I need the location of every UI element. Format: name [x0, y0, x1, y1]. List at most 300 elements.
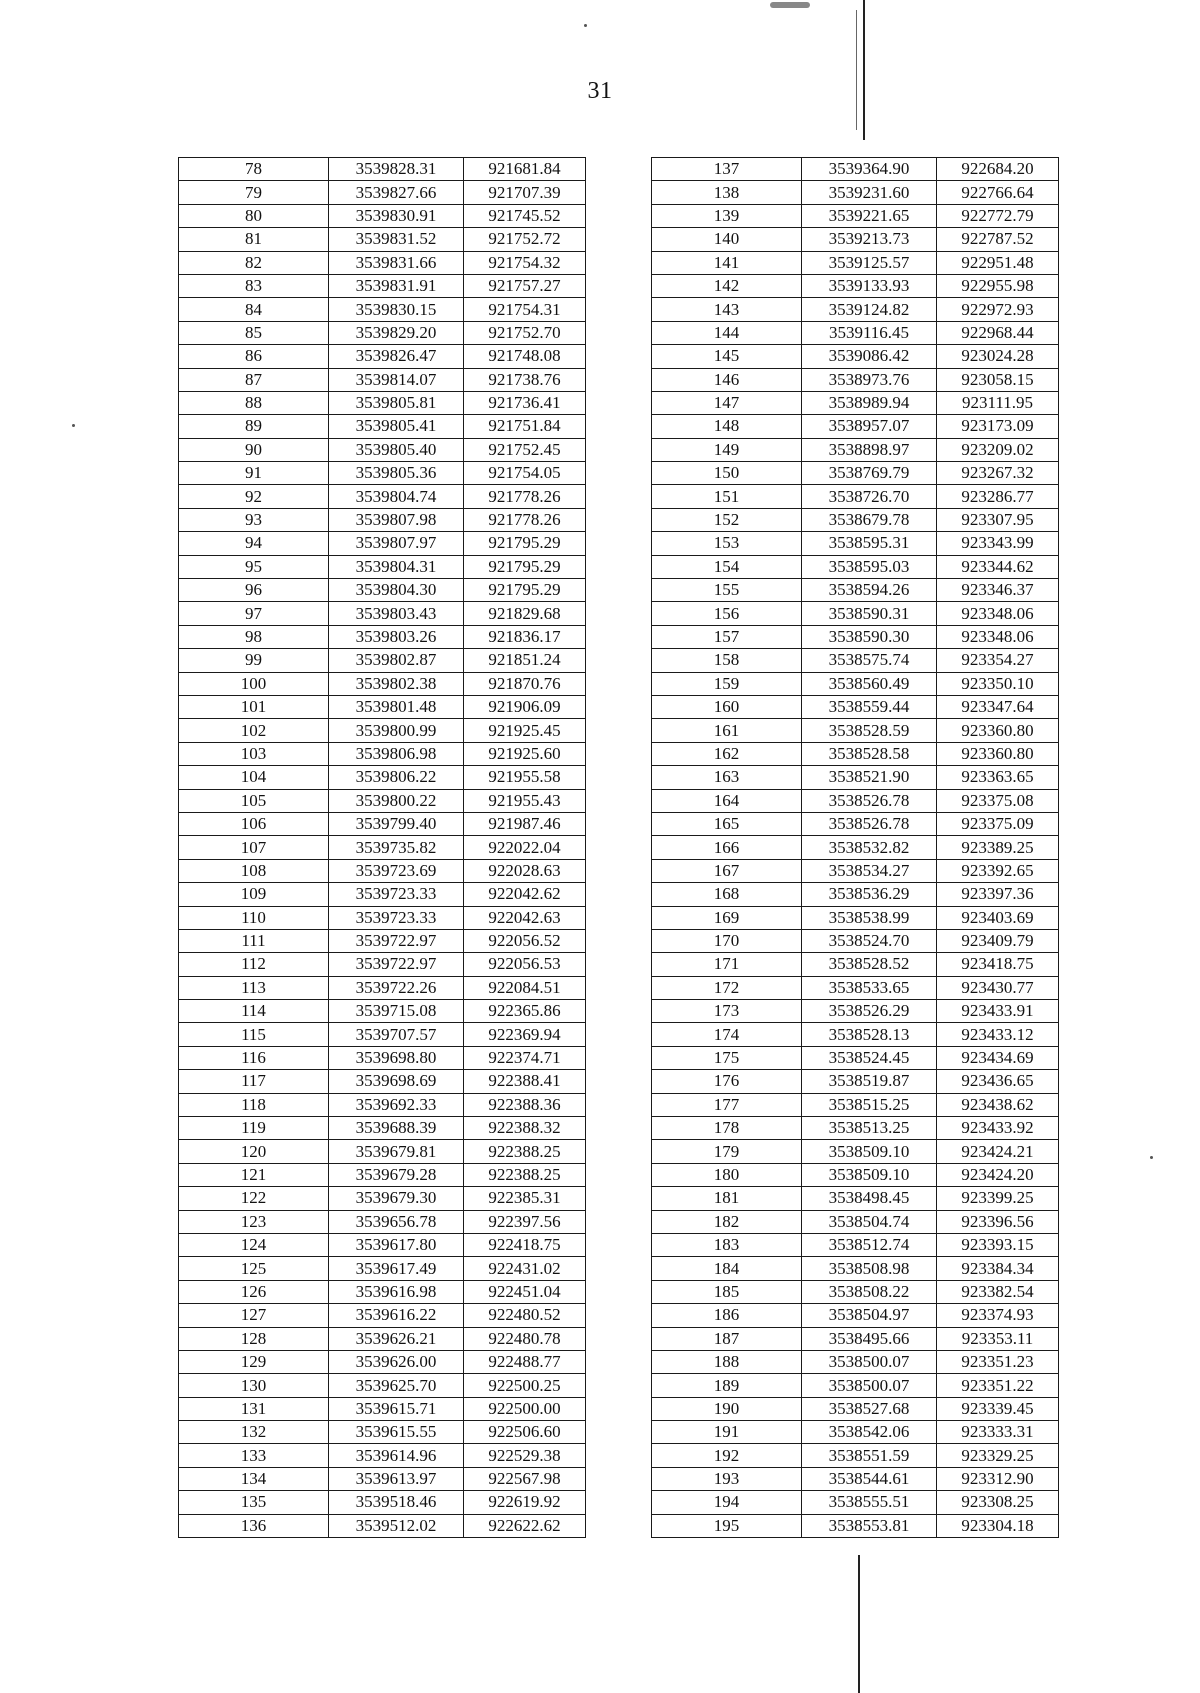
- table-row: [652, 508, 1059, 531]
- coordinates-table-right: [651, 157, 1059, 1538]
- point-number-cell: 149: [652, 438, 802, 461]
- point-number-cell: 82: [179, 251, 329, 274]
- x-coordinate-cell: 3538528.13: [802, 1023, 937, 1046]
- point-number-cell: 164: [652, 789, 802, 812]
- x-coordinate-cell: 3538595.31: [802, 532, 937, 555]
- table-row: [652, 1000, 1059, 1023]
- y-coordinate-cell: 923397.36: [937, 883, 1059, 906]
- point-number-cell: 110: [179, 906, 329, 929]
- point-number-cell: 138: [652, 181, 802, 204]
- table-row: [179, 1514, 586, 1537]
- x-coordinate-cell: 3539656.78: [329, 1210, 464, 1233]
- y-coordinate-cell: 922056.53: [464, 953, 586, 976]
- point-number-cell: 143: [652, 298, 802, 321]
- point-number-cell: 179: [652, 1140, 802, 1163]
- x-coordinate-cell: 3538500.07: [802, 1350, 937, 1373]
- table-row: [652, 415, 1059, 438]
- point-number-cell: 148: [652, 415, 802, 438]
- y-coordinate-cell: 922388.25: [464, 1140, 586, 1163]
- point-number-cell: 102: [179, 719, 329, 742]
- y-coordinate-cell: 923173.09: [937, 415, 1059, 438]
- x-coordinate-cell: 3539125.57: [802, 251, 937, 274]
- x-coordinate-cell: 3538559.44: [802, 695, 937, 718]
- x-coordinate-cell: 3539830.91: [329, 204, 464, 227]
- point-number-cell: 151: [652, 485, 802, 508]
- point-number-cell: 127: [179, 1304, 329, 1327]
- y-coordinate-cell: 921681.84: [464, 158, 586, 181]
- table-row: [179, 649, 586, 672]
- table-row: [179, 766, 586, 789]
- y-coordinate-cell: 922488.77: [464, 1350, 586, 1373]
- y-coordinate-cell: 923347.64: [937, 695, 1059, 718]
- y-coordinate-cell: 922388.25: [464, 1163, 586, 1186]
- x-coordinate-cell: 3538500.07: [802, 1374, 937, 1397]
- x-coordinate-cell: 3539707.57: [329, 1023, 464, 1046]
- scan-artifact-speck: [1150, 1156, 1153, 1159]
- table-row: [179, 719, 586, 742]
- point-number-cell: 81: [179, 228, 329, 251]
- point-number-cell: 182: [652, 1210, 802, 1233]
- y-coordinate-cell: 923312.90: [937, 1467, 1059, 1490]
- y-coordinate-cell: 922365.86: [464, 1000, 586, 1023]
- table-row: [652, 1514, 1059, 1537]
- y-coordinate-cell: 922500.25: [464, 1374, 586, 1397]
- y-coordinate-cell: 921870.76: [464, 672, 586, 695]
- table-row: [652, 1444, 1059, 1467]
- table-row: [179, 1093, 586, 1116]
- table-row: [652, 602, 1059, 625]
- y-coordinate-cell: 923024.28: [937, 345, 1059, 368]
- table-row: [179, 579, 586, 602]
- scan-artifact-speck: [584, 24, 587, 27]
- point-number-cell: 186: [652, 1304, 802, 1327]
- table-row: [652, 251, 1059, 274]
- table-row: [652, 228, 1059, 251]
- x-coordinate-cell: 3538898.97: [802, 438, 937, 461]
- y-coordinate-cell: 922772.79: [937, 204, 1059, 227]
- x-coordinate-cell: 3539805.41: [329, 415, 464, 438]
- point-number-cell: 163: [652, 766, 802, 789]
- table-row: [179, 415, 586, 438]
- y-coordinate-cell: 923393.15: [937, 1233, 1059, 1256]
- x-coordinate-cell: 3538527.68: [802, 1397, 937, 1420]
- point-number-cell: 135: [179, 1491, 329, 1514]
- table-row: [179, 1467, 586, 1490]
- point-number-cell: 109: [179, 883, 329, 906]
- point-number-cell: 117: [179, 1070, 329, 1093]
- y-coordinate-cell: 923392.65: [937, 859, 1059, 882]
- y-coordinate-cell: 921778.26: [464, 508, 586, 531]
- x-coordinate-cell: 3539722.97: [329, 953, 464, 976]
- table-row: [652, 836, 1059, 859]
- x-coordinate-cell: 3538590.31: [802, 602, 937, 625]
- table-row: [179, 1397, 586, 1420]
- x-coordinate-cell: 3539802.87: [329, 649, 464, 672]
- point-number-cell: 88: [179, 391, 329, 414]
- y-coordinate-cell: 921925.45: [464, 719, 586, 742]
- y-coordinate-cell: 922388.36: [464, 1093, 586, 1116]
- point-number-cell: 80: [179, 204, 329, 227]
- table-row: [179, 228, 586, 251]
- y-coordinate-cell: 922418.75: [464, 1233, 586, 1256]
- y-coordinate-cell: 923418.75: [937, 953, 1059, 976]
- point-number-cell: 114: [179, 1000, 329, 1023]
- point-number-cell: 83: [179, 274, 329, 297]
- y-coordinate-cell: 923333.31: [937, 1421, 1059, 1444]
- x-coordinate-cell: 3538555.51: [802, 1491, 937, 1514]
- point-number-cell: 136: [179, 1514, 329, 1537]
- table-row: [179, 602, 586, 625]
- point-number-cell: 150: [652, 462, 802, 485]
- y-coordinate-cell: 921745.52: [464, 204, 586, 227]
- point-number-cell: 129: [179, 1350, 329, 1373]
- table-row: [179, 1163, 586, 1186]
- x-coordinate-cell: 3539086.42: [802, 345, 937, 368]
- table-row: [652, 438, 1059, 461]
- y-coordinate-cell: 921754.31: [464, 298, 586, 321]
- x-coordinate-cell: 3538498.45: [802, 1187, 937, 1210]
- y-coordinate-cell: 923399.25: [937, 1187, 1059, 1210]
- y-coordinate-cell: 923434.69: [937, 1046, 1059, 1069]
- point-number-cell: 183: [652, 1233, 802, 1256]
- scan-artifact-line: [856, 10, 857, 130]
- x-coordinate-cell: 3539626.00: [329, 1350, 464, 1373]
- y-coordinate-cell: 922028.63: [464, 859, 586, 882]
- point-number-cell: 90: [179, 438, 329, 461]
- y-coordinate-cell: 922397.56: [464, 1210, 586, 1233]
- table-row: [652, 1046, 1059, 1069]
- table-row: [652, 1070, 1059, 1093]
- table-row: [179, 883, 586, 906]
- x-coordinate-cell: 3538515.25: [802, 1093, 937, 1116]
- y-coordinate-cell: 921757.27: [464, 274, 586, 297]
- x-coordinate-cell: 3539698.69: [329, 1070, 464, 1093]
- x-coordinate-cell: 3538508.22: [802, 1280, 937, 1303]
- coordinates-table-left-body: [179, 158, 586, 1538]
- point-number-cell: 78: [179, 158, 329, 181]
- point-number-cell: 134: [179, 1467, 329, 1490]
- x-coordinate-cell: 3539801.48: [329, 695, 464, 718]
- x-coordinate-cell: 3539625.70: [329, 1374, 464, 1397]
- table-row: [179, 345, 586, 368]
- point-number-cell: 187: [652, 1327, 802, 1350]
- x-coordinate-cell: 3538534.27: [802, 859, 937, 882]
- y-coordinate-cell: 923360.80: [937, 719, 1059, 742]
- point-number-cell: 176: [652, 1070, 802, 1093]
- table-row: [179, 929, 586, 952]
- table-row: [179, 1491, 586, 1514]
- x-coordinate-cell: 3539679.30: [329, 1187, 464, 1210]
- y-coordinate-cell: 921851.24: [464, 649, 586, 672]
- point-number-cell: 160: [652, 695, 802, 718]
- table-row: [652, 883, 1059, 906]
- table-row: [652, 859, 1059, 882]
- x-coordinate-cell: 3538957.07: [802, 415, 937, 438]
- table-row: [652, 1350, 1059, 1373]
- point-number-cell: 89: [179, 415, 329, 438]
- table-row: [652, 1210, 1059, 1233]
- x-coordinate-cell: 3538769.79: [802, 462, 937, 485]
- point-number-cell: 146: [652, 368, 802, 391]
- table-row: [179, 1000, 586, 1023]
- y-coordinate-cell: 923351.23: [937, 1350, 1059, 1373]
- x-coordinate-cell: 3538973.76: [802, 368, 937, 391]
- point-number-cell: 180: [652, 1163, 802, 1186]
- x-coordinate-cell: 3538536.29: [802, 883, 937, 906]
- x-coordinate-cell: 3539827.66: [329, 181, 464, 204]
- y-coordinate-cell: 923353.11: [937, 1327, 1059, 1350]
- table-row: [652, 555, 1059, 578]
- y-coordinate-cell: 923403.69: [937, 906, 1059, 929]
- table-row: [652, 976, 1059, 999]
- y-coordinate-cell: 923433.91: [937, 1000, 1059, 1023]
- point-number-cell: 188: [652, 1350, 802, 1373]
- point-number-cell: 145: [652, 345, 802, 368]
- x-coordinate-cell: 3538528.59: [802, 719, 937, 742]
- point-number-cell: 92: [179, 485, 329, 508]
- table-row: [652, 906, 1059, 929]
- y-coordinate-cell: 923339.45: [937, 1397, 1059, 1420]
- point-number-cell: 157: [652, 625, 802, 648]
- table-row: [179, 485, 586, 508]
- x-coordinate-cell: 3538590.30: [802, 625, 937, 648]
- table-row: [179, 836, 586, 859]
- x-coordinate-cell: 3538509.10: [802, 1163, 937, 1186]
- table-row: [652, 1374, 1059, 1397]
- point-number-cell: 154: [652, 555, 802, 578]
- y-coordinate-cell: 922951.48: [937, 251, 1059, 274]
- point-number-cell: 158: [652, 649, 802, 672]
- x-coordinate-cell: 3538551.59: [802, 1444, 937, 1467]
- x-coordinate-cell: 3538495.66: [802, 1327, 937, 1350]
- point-number-cell: 168: [652, 883, 802, 906]
- x-coordinate-cell: 3539814.07: [329, 368, 464, 391]
- table-row: [652, 532, 1059, 555]
- table-row: [179, 158, 586, 181]
- y-coordinate-cell: 923308.25: [937, 1491, 1059, 1514]
- table-row: [652, 789, 1059, 812]
- x-coordinate-cell: 3539800.22: [329, 789, 464, 812]
- scan-artifact-speck: [770, 2, 810, 8]
- y-coordinate-cell: 922619.92: [464, 1491, 586, 1514]
- y-coordinate-cell: 921736.41: [464, 391, 586, 414]
- table-row: [652, 1093, 1059, 1116]
- y-coordinate-cell: 921707.39: [464, 181, 586, 204]
- table-row: [652, 298, 1059, 321]
- table-row: [179, 274, 586, 297]
- x-coordinate-cell: 3539213.73: [802, 228, 937, 251]
- x-coordinate-cell: 3539679.28: [329, 1163, 464, 1186]
- x-coordinate-cell: 3539715.08: [329, 1000, 464, 1023]
- x-coordinate-cell: 3539831.66: [329, 251, 464, 274]
- point-number-cell: 192: [652, 1444, 802, 1467]
- table-row: [179, 1070, 586, 1093]
- y-coordinate-cell: 923375.09: [937, 812, 1059, 835]
- x-coordinate-cell: 3538526.78: [802, 789, 937, 812]
- y-coordinate-cell: 922451.04: [464, 1280, 586, 1303]
- x-coordinate-cell: 3538595.03: [802, 555, 937, 578]
- y-coordinate-cell: 922500.00: [464, 1397, 586, 1420]
- x-coordinate-cell: 3539518.46: [329, 1491, 464, 1514]
- point-number-cell: 119: [179, 1117, 329, 1140]
- point-number-cell: 91: [179, 462, 329, 485]
- point-number-cell: 79: [179, 181, 329, 204]
- point-number-cell: 96: [179, 579, 329, 602]
- x-coordinate-cell: 3539735.82: [329, 836, 464, 859]
- x-coordinate-cell: 3539723.33: [329, 883, 464, 906]
- y-coordinate-cell: 921738.76: [464, 368, 586, 391]
- x-coordinate-cell: 3539804.30: [329, 579, 464, 602]
- table-row: [179, 1421, 586, 1444]
- y-coordinate-cell: 922042.63: [464, 906, 586, 929]
- table-row: [179, 1210, 586, 1233]
- y-coordinate-cell: 922388.41: [464, 1070, 586, 1093]
- x-coordinate-cell: 3539613.97: [329, 1467, 464, 1490]
- x-coordinate-cell: 3538679.78: [802, 508, 937, 531]
- table-row: [652, 368, 1059, 391]
- page-number: 31: [587, 78, 613, 104]
- point-number-cell: 125: [179, 1257, 329, 1280]
- x-coordinate-cell: 3538542.06: [802, 1421, 937, 1444]
- table-row: [652, 274, 1059, 297]
- table-row: [179, 391, 586, 414]
- table-row: [179, 859, 586, 882]
- table-row: [652, 204, 1059, 227]
- point-number-cell: 175: [652, 1046, 802, 1069]
- point-number-cell: 139: [652, 204, 802, 227]
- x-coordinate-cell: 3539722.97: [329, 929, 464, 952]
- y-coordinate-cell: 922955.98: [937, 274, 1059, 297]
- table-row: [179, 789, 586, 812]
- y-coordinate-cell: 923304.18: [937, 1514, 1059, 1537]
- x-coordinate-cell: 3539615.71: [329, 1397, 464, 1420]
- y-coordinate-cell: 923430.77: [937, 976, 1059, 999]
- point-number-cell: 195: [652, 1514, 802, 1537]
- x-coordinate-cell: 3539124.82: [802, 298, 937, 321]
- y-coordinate-cell: 922385.31: [464, 1187, 586, 1210]
- x-coordinate-cell: 3538544.61: [802, 1467, 937, 1490]
- table-row: [179, 1304, 586, 1327]
- table-row: [652, 485, 1059, 508]
- y-coordinate-cell: 922684.20: [937, 158, 1059, 181]
- point-number-cell: 174: [652, 1023, 802, 1046]
- table-row: [652, 1421, 1059, 1444]
- point-number-cell: 194: [652, 1491, 802, 1514]
- point-number-cell: 121: [179, 1163, 329, 1186]
- table-row: [179, 695, 586, 718]
- x-coordinate-cell: 3539364.90: [802, 158, 937, 181]
- x-coordinate-cell: 3539723.33: [329, 906, 464, 929]
- point-number-cell: 97: [179, 602, 329, 625]
- point-number-cell: 191: [652, 1421, 802, 1444]
- table-row: [652, 1163, 1059, 1186]
- y-coordinate-cell: 922567.98: [464, 1467, 586, 1490]
- table-row: [179, 953, 586, 976]
- table-row: [652, 649, 1059, 672]
- x-coordinate-cell: 3538524.45: [802, 1046, 937, 1069]
- y-coordinate-cell: 923351.22: [937, 1374, 1059, 1397]
- point-number-cell: 142: [652, 274, 802, 297]
- table-row: [179, 1444, 586, 1467]
- table-row: [652, 1257, 1059, 1280]
- x-coordinate-cell: 3538526.78: [802, 812, 937, 835]
- y-coordinate-cell: 923389.25: [937, 836, 1059, 859]
- y-coordinate-cell: 923433.12: [937, 1023, 1059, 1046]
- point-number-cell: 87: [179, 368, 329, 391]
- scan-artifact-line: [858, 1555, 860, 1693]
- x-coordinate-cell: 3539804.74: [329, 485, 464, 508]
- y-coordinate-cell: 922056.52: [464, 929, 586, 952]
- x-coordinate-cell: 3539617.80: [329, 1233, 464, 1256]
- x-coordinate-cell: 3538560.49: [802, 672, 937, 695]
- table-row: [652, 695, 1059, 718]
- point-number-cell: 107: [179, 836, 329, 859]
- y-coordinate-cell: 921751.84: [464, 415, 586, 438]
- coordinates-table-left: [178, 157, 586, 1538]
- point-number-cell: 124: [179, 1233, 329, 1256]
- point-number-cell: 140: [652, 228, 802, 251]
- point-number-cell: 113: [179, 976, 329, 999]
- y-coordinate-cell: 922506.60: [464, 1421, 586, 1444]
- x-coordinate-cell: 3539688.39: [329, 1117, 464, 1140]
- table-row: [179, 321, 586, 344]
- table-row: [179, 438, 586, 461]
- x-coordinate-cell: 3539805.36: [329, 462, 464, 485]
- x-coordinate-cell: 3538726.70: [802, 485, 937, 508]
- point-number-cell: 177: [652, 1093, 802, 1116]
- point-number-cell: 94: [179, 532, 329, 555]
- table-row: [179, 532, 586, 555]
- x-coordinate-cell: 3538553.81: [802, 1514, 937, 1537]
- x-coordinate-cell: 3538508.98: [802, 1257, 937, 1280]
- table-row: [179, 1327, 586, 1350]
- table-row: [179, 625, 586, 648]
- x-coordinate-cell: 3539615.55: [329, 1421, 464, 1444]
- point-number-cell: 161: [652, 719, 802, 742]
- x-coordinate-cell: 3539830.15: [329, 298, 464, 321]
- x-coordinate-cell: 3539698.80: [329, 1046, 464, 1069]
- x-coordinate-cell: 3539807.98: [329, 508, 464, 531]
- table-row: [179, 1187, 586, 1210]
- y-coordinate-cell: 923409.79: [937, 929, 1059, 952]
- point-number-cell: 190: [652, 1397, 802, 1420]
- x-coordinate-cell: 3539512.02: [329, 1514, 464, 1537]
- x-coordinate-cell: 3539806.22: [329, 766, 464, 789]
- x-coordinate-cell: 3538521.90: [802, 766, 937, 789]
- point-number-cell: 169: [652, 906, 802, 929]
- x-coordinate-cell: 3539221.65: [802, 204, 937, 227]
- x-coordinate-cell: 3539829.20: [329, 321, 464, 344]
- point-number-cell: 85: [179, 321, 329, 344]
- point-number-cell: 170: [652, 929, 802, 952]
- x-coordinate-cell: 3538538.99: [802, 906, 937, 929]
- scan-artifact-line: [863, 0, 865, 140]
- point-number-cell: 171: [652, 953, 802, 976]
- table-row: [652, 579, 1059, 602]
- point-number-cell: 162: [652, 742, 802, 765]
- y-coordinate-cell: 923438.62: [937, 1093, 1059, 1116]
- y-coordinate-cell: 923360.80: [937, 742, 1059, 765]
- x-coordinate-cell: 3539722.26: [329, 976, 464, 999]
- y-coordinate-cell: 922622.62: [464, 1514, 586, 1537]
- point-number-cell: 159: [652, 672, 802, 695]
- table-row: [179, 1233, 586, 1256]
- table-row: [652, 391, 1059, 414]
- point-number-cell: 167: [652, 859, 802, 882]
- table-row: [179, 462, 586, 485]
- table-row: [652, 1023, 1059, 1046]
- table-row: [179, 1374, 586, 1397]
